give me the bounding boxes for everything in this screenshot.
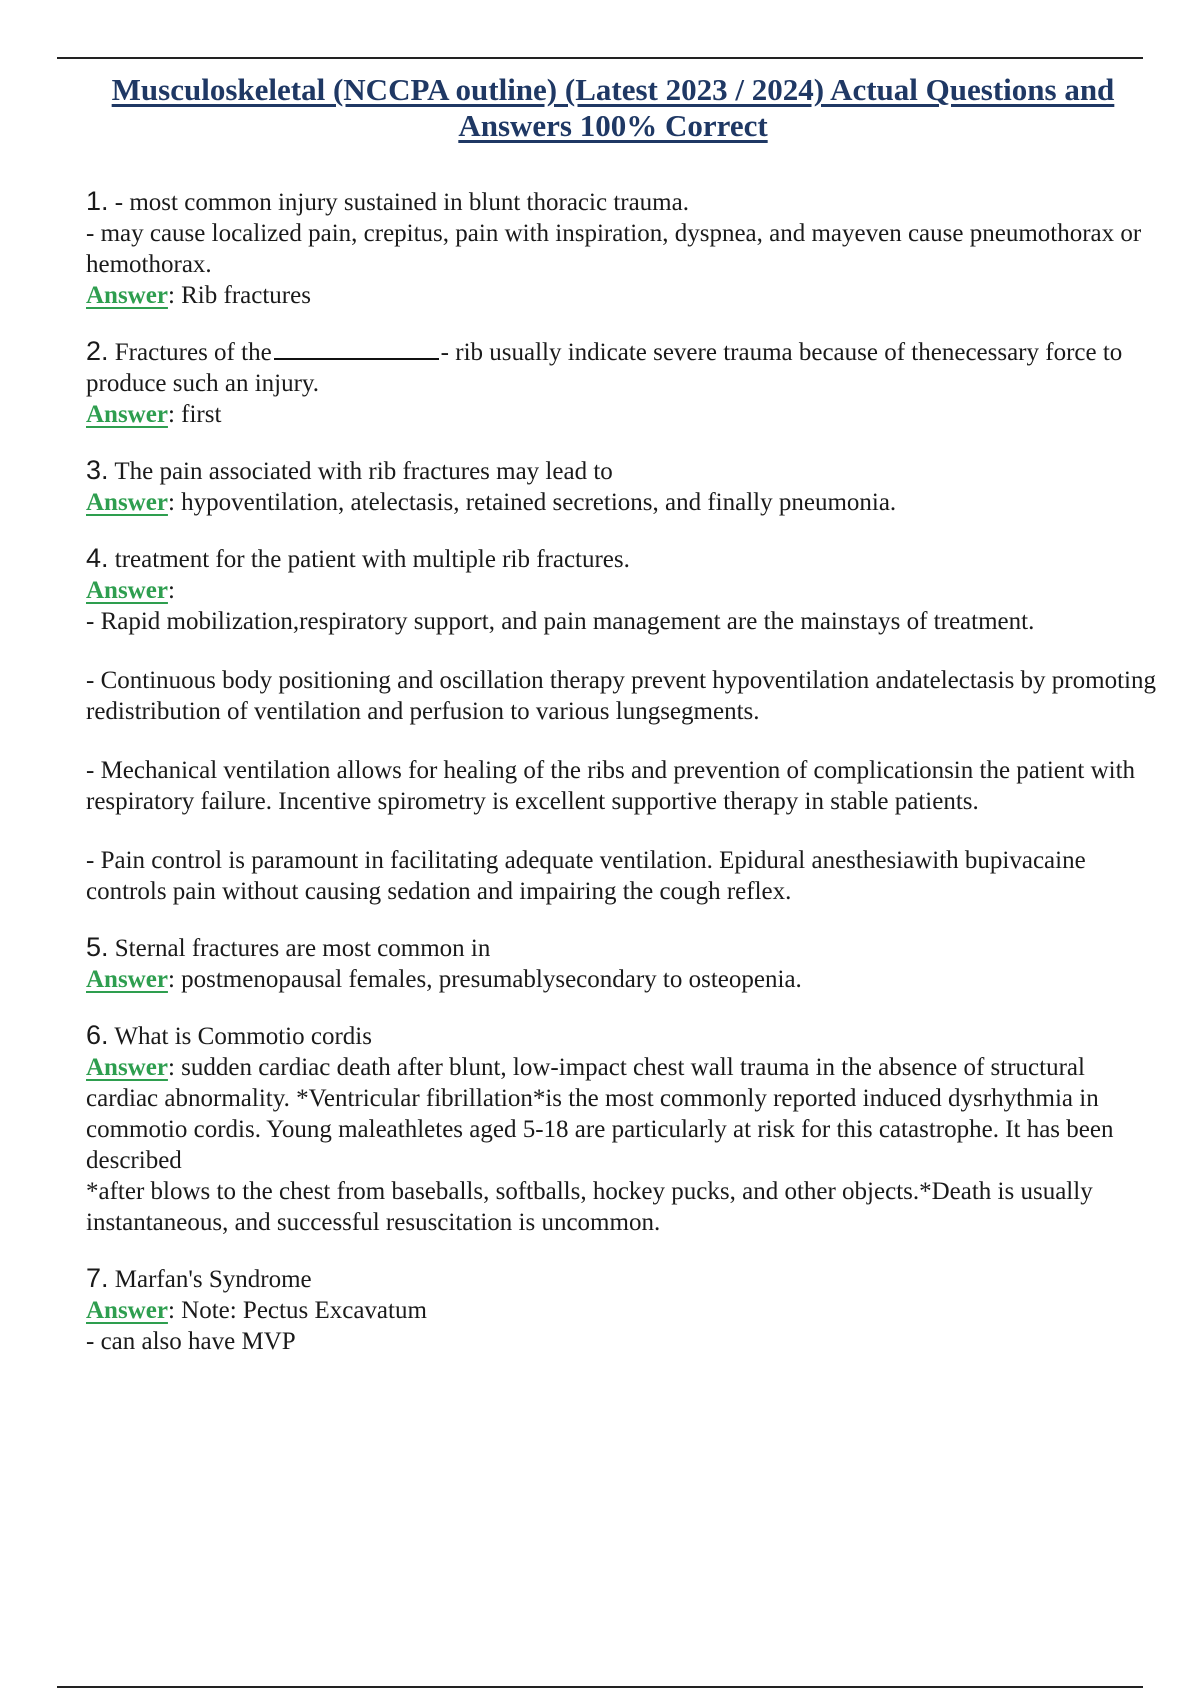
bottom-rule — [57, 1686, 1143, 1688]
answer-detail: - Mechanical ventilation allows for healing of the ribs and prevention of complicationsin the patient with respiratory failure. Incentive spirometry is excellent supportive therapy in stable patients. — [86, 757, 1136, 815]
answer-text: : Rib fractures — [167, 282, 311, 309]
answer-label: Answer — [86, 489, 168, 516]
question-text-continued: - may cause localized pain, crepitus, pain with inspiration, dyspnea, and mayeven cause pneumothorax or hemothorax. — [86, 220, 1142, 278]
document-title — [80, 72, 1146, 144]
question-number: 7. — [86, 1263, 109, 1293]
question-text: The pain associated with rib fractures may lead to — [114, 458, 613, 485]
question-3 — [86, 455, 1156, 518]
question-text: Marfan's Syndrome — [114, 1266, 312, 1293]
question-number: 3. — [86, 455, 109, 485]
answer-text: : sudden cardiac death after blunt, low-impact chest wall trauma in the absence of structural cardiac abnormality. *Ventricular fibrillation*is the most commonly reported induced dysrhythmia in commotio cordis. Young maleathletes aged 5-18 are particularly at risk for this catastrophe. It has been described — [86, 1054, 1114, 1174]
answer-detail: - Pain control is paramount in facilitating adequate ventilation. Epidural anesthesiawith bupivacaine controls pain without causing sedation and impairing the cough reflex. — [86, 847, 1086, 905]
question-number: 6. — [86, 1020, 109, 1050]
question-7 — [86, 1263, 1156, 1357]
answer-text-continued: *after blows to the chest from baseballs, softballs, hockey pucks, and other objects.*Death is usually instantaneous, and successful resuscitation is uncommon. — [86, 1178, 1093, 1236]
answer-text-continued: - can also have MVP — [86, 1328, 296, 1355]
answer-text: : — [167, 577, 175, 604]
answer-label: Answer — [86, 966, 168, 993]
question-2 — [86, 336, 1156, 430]
answer-label: Answer — [86, 282, 168, 309]
answer-label: Answer — [86, 577, 168, 604]
question-list — [86, 186, 1156, 1382]
answer-detail: - Continuous body positioning and oscillation therapy prevent hypoventilation andatelectasis by promoting redistribution of ventilation and perfusion to various lungsegments. — [86, 667, 1156, 725]
question-text: What is Commotio cordis — [114, 1023, 372, 1050]
fill-in-blank — [274, 342, 439, 360]
answer-text: : Note: Pectus Excavatum — [167, 1297, 427, 1324]
question-number: 2. — [86, 336, 109, 366]
question-text: - most common injury sustained in blunt thoracic trauma. — [114, 189, 689, 216]
question-number: 5. — [86, 932, 109, 962]
question-text-after-blank: - rib usually indicate severe trauma because of thenecessary force to produce such an injury. — [86, 339, 1123, 397]
question-4 — [86, 543, 1156, 907]
answer-detail: - Rapid mobilization,respiratory support, and pain management are the mainstays of treatment. — [86, 608, 1035, 635]
answer-text: : hypoventilation, atelectasis, retained secretions, and finally pneumonia. — [167, 489, 897, 516]
answer-label: Answer — [86, 1054, 168, 1081]
question-1 — [86, 186, 1156, 311]
answer-label: Answer — [86, 401, 168, 428]
answer-text: : first — [167, 401, 222, 428]
question-number: 1. — [86, 186, 109, 216]
question-text: Fractures of the — [114, 339, 272, 366]
document-title-text: Musculoskeletal (NCCPA outline) (Latest 2023 / 2024) Actual Questions and Answers 100% Correct — [111, 72, 1115, 143]
question-6 — [86, 1020, 1156, 1238]
answer-text: : postmenopausal females, presumablysecondary to osteopenia. — [167, 966, 802, 993]
answer-label: Answer — [86, 1297, 168, 1324]
question-text: treatment for the patient with multiple rib fractures. — [114, 546, 630, 573]
question-text: Sternal fractures are most common in — [114, 935, 491, 962]
question-number: 4. — [86, 543, 109, 573]
question-5 — [86, 932, 1156, 995]
top-rule — [57, 57, 1143, 59]
